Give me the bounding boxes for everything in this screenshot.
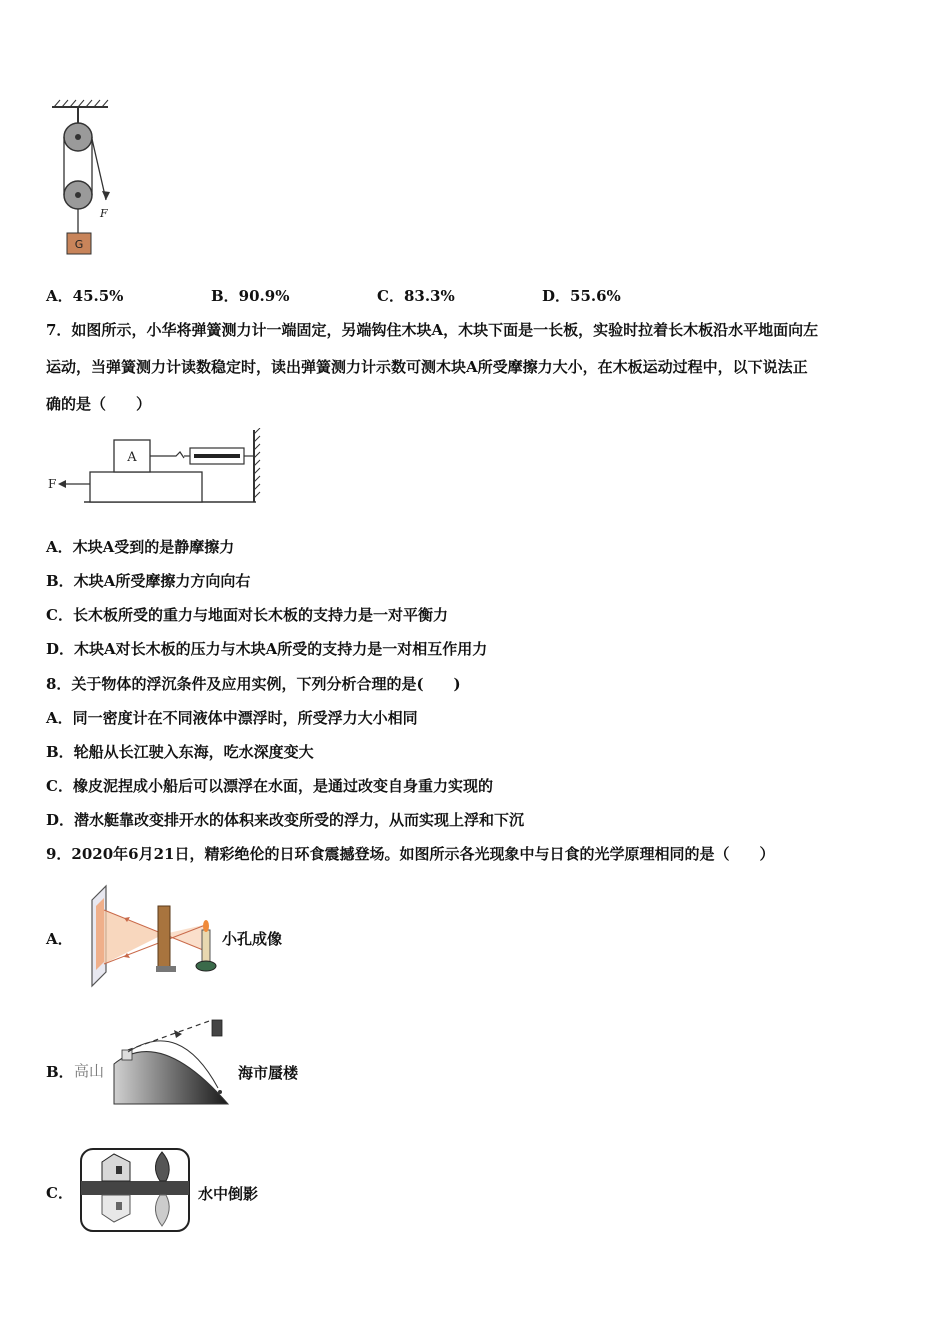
mirage-figure — [70, 1012, 235, 1107]
q9-option-c-letter[interactable]: C． — [46, 1184, 73, 1202]
q6-option-b[interactable]: B．90.9% — [211, 287, 290, 305]
q6-option-a[interactable]: A．45.5% — [46, 287, 124, 305]
q7-option-d[interactable]: D．木块A对长木板的压力与木块A所受的支持力是一对相互作用力 — [46, 640, 488, 658]
q7-stem-line-3: 确的是（ ） — [46, 395, 152, 413]
q7-option-b[interactable]: B．木块A所受摩擦力方向向右 — [46, 572, 251, 590]
pulley-figure — [40, 95, 130, 265]
q7-option-c[interactable]: C．长木板所受的重力与地面对长木板的支持力是一对平衡力 — [46, 606, 448, 624]
force-label: F — [100, 207, 108, 220]
mountain-label: 高山 — [74, 1062, 105, 1080]
q9-option-a-caption: 小孔成像 — [222, 930, 283, 948]
q9-option-b-letter[interactable]: B． — [46, 1063, 74, 1081]
q9-option-a-letter[interactable]: A． — [46, 930, 73, 948]
q7-stem-line-1: 7．如图所示，小华将弹簧测力计一端固定，另端钩住木块A，木块下面是一长板，实验时拉着长木板沿水平地面向左 — [46, 321, 819, 339]
q7-option-a[interactable]: A．木块A受到的是静摩擦力 — [46, 538, 235, 556]
q7-stem-line-2: 运动，当弹簧测力计读数稳定时，读出弹簧测力计示数可测木块A所受摩擦力大小，在木板运动过程中，以下说法正 — [46, 358, 808, 376]
q8-stem: 8．关于物体的浮沉条件及应用实例，下列分析合理的是( ) — [46, 675, 461, 693]
q8-option-a[interactable]: A．同一密度计在不同液体中漂浮时，所受浮力大小相同 — [46, 709, 418, 727]
pull-force-label: F — [48, 477, 57, 491]
q6-option-c[interactable]: C．83.3% — [377, 287, 455, 305]
q8-option-b[interactable]: B．轮船从长江驶入东海，吃水深度变大 — [46, 743, 314, 761]
water-reflection-figure — [78, 1146, 194, 1234]
q9-option-b-caption: 海市蜃楼 — [238, 1064, 299, 1082]
pinhole-imaging-figure — [84, 880, 220, 990]
q8-option-c[interactable]: C．橡皮泥捏成小船后可以漂浮在水面，是通过改变自身重力实现的 — [46, 777, 493, 795]
block-a-label: A — [127, 450, 137, 465]
q6-option-d[interactable]: D．55.6% — [542, 287, 621, 305]
q8-option-d[interactable]: D．潜水艇靠改变排开水的体积来改变所受的浮力，从而实现上浮和下沉 — [46, 811, 525, 829]
q9-option-c-caption: 水中倒影 — [198, 1185, 259, 1203]
friction-figure — [44, 428, 264, 508]
weight-label: G — [74, 238, 84, 251]
q9-stem: 9．2020年6月21日，精彩绝伦的日环食震撼登场。如图所示各光现象中与日食的光学原理相同的是（ ） — [46, 845, 775, 863]
